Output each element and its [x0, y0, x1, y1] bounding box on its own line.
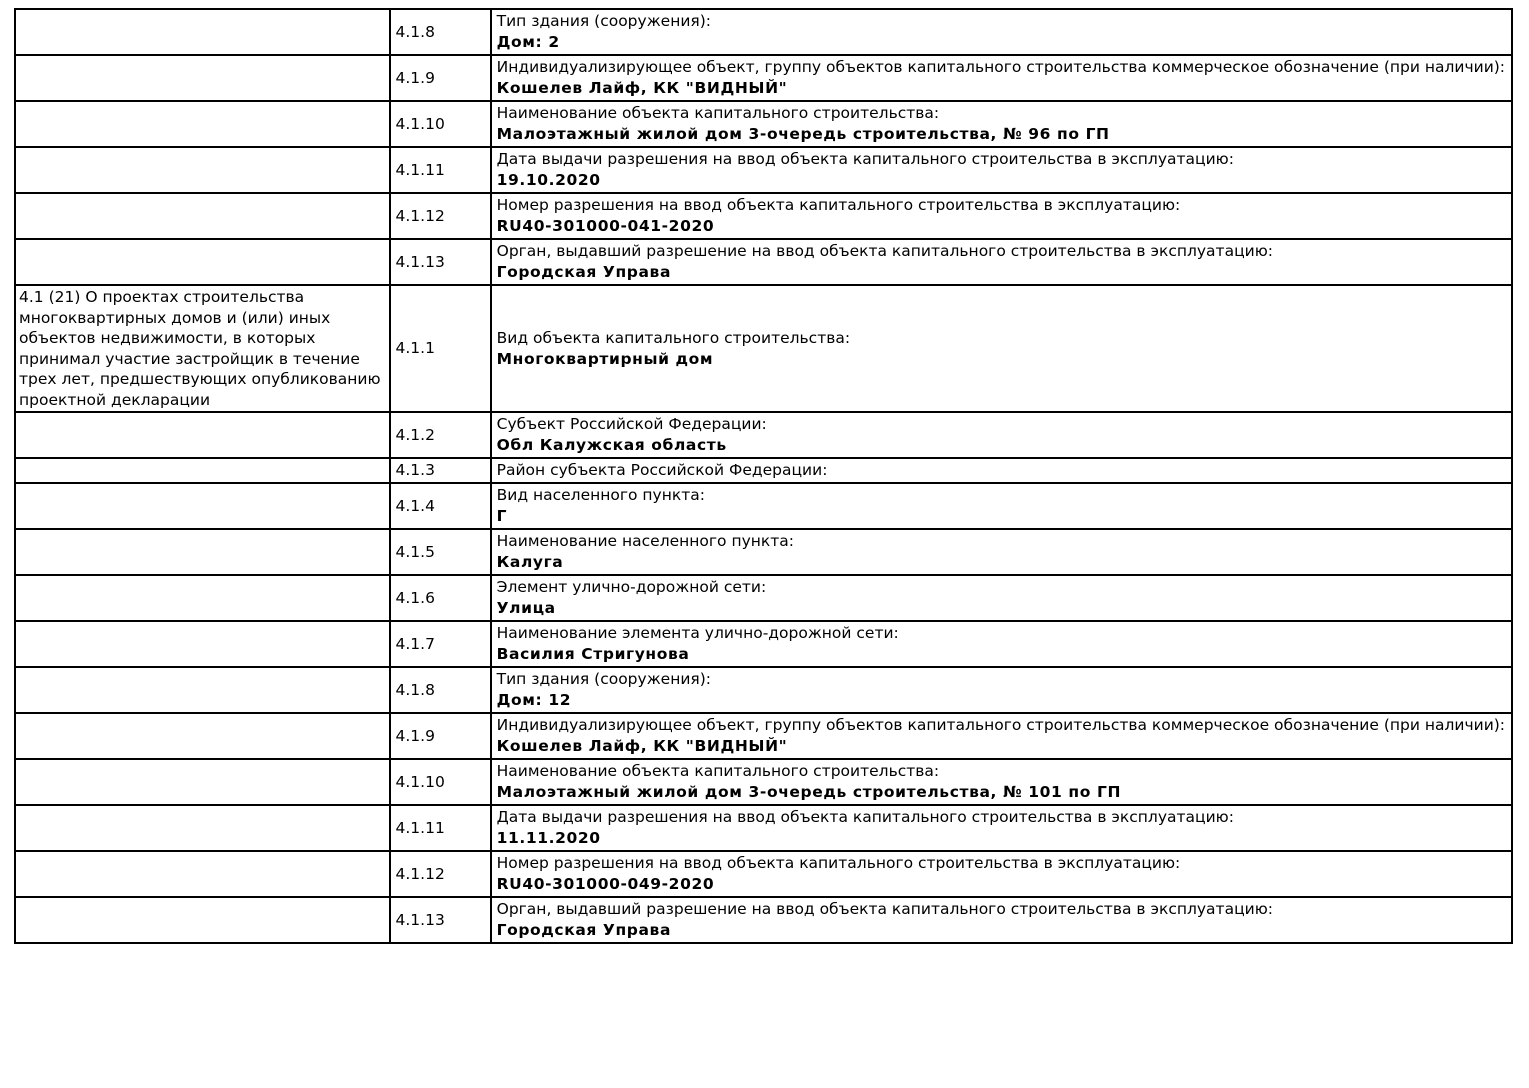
field-label: Номер разрешения на ввод объекта капитального строительства в эксплуатацию:: [496, 196, 1181, 214]
field-value: Городская Управа: [496, 263, 672, 281]
item-content-cell: [491, 9, 1512, 55]
section-description-cell: [15, 483, 390, 529]
section-description-cell: [15, 575, 390, 621]
field-label: Субъект Российской Федерации:: [496, 415, 767, 433]
section-description-cell: [15, 667, 390, 713]
section-description-cell: [15, 101, 390, 147]
field-label: Район субъекта Российской Федерации:: [496, 461, 828, 479]
item-number-cell: 4.1.2: [390, 412, 491, 458]
section-description-cell: 4.1 (21) О проектах строительства многоквартирных домов и (или) иных объектов недвижимости, в которых принимал участие застройщик в течение трех лет, предшествующих опубликованию проектной декларации: [15, 285, 390, 412]
field-value: 19.10.2020: [496, 171, 601, 189]
field-label: Индивидуализирующее объект, группу объектов капитального строительства коммерческое обозначение (при наличии):: [496, 716, 1506, 734]
item-number-cell: 4.1.13: [390, 897, 491, 943]
field-value: RU40-301000-049-2020: [496, 875, 715, 893]
item-content-cell: [491, 621, 1512, 667]
item-content-cell: [491, 239, 1512, 285]
table-row: [15, 101, 1512, 147]
table-row: [15, 897, 1512, 943]
item-content-cell: [491, 851, 1512, 897]
item-content-cell: [491, 193, 1512, 239]
field-label: Индивидуализирующее объект, группу объектов капитального строительства коммерческое обозначение (при наличии):: [496, 58, 1506, 76]
item-content-cell: [491, 575, 1512, 621]
item-content-cell: [491, 285, 1512, 412]
field-value: Городская Управа: [496, 921, 672, 939]
item-content-cell: [491, 759, 1512, 805]
item-number-cell: 4.1.8: [390, 9, 491, 55]
field-label: Орган, выдавший разрешение на ввод объекта капитального строительства в эксплуатацию:: [496, 900, 1273, 918]
section-description-cell: [15, 9, 390, 55]
field-value: 11.11.2020: [496, 829, 601, 847]
table-row: [15, 851, 1512, 897]
item-number-cell: 4.1.9: [390, 713, 491, 759]
table-row: [15, 239, 1512, 285]
table-row: [15, 713, 1512, 759]
section-description-cell: [15, 412, 390, 458]
item-number-cell: 4.1.3: [390, 458, 491, 483]
table-row: [15, 147, 1512, 193]
item-content-cell: [491, 897, 1512, 943]
field-label: Наименование элемента улично-дорожной сети:: [496, 624, 899, 642]
document-page: [0, 8, 1529, 1088]
item-number-cell: 4.1.13: [390, 239, 491, 285]
field-value: Калуга: [496, 553, 564, 571]
table-row: [15, 412, 1512, 458]
item-content-cell: [491, 667, 1512, 713]
section-description-cell: [15, 147, 390, 193]
field-label: Дата выдачи разрешения на ввод объекта капитального строительства в эксплуатацию:: [496, 808, 1234, 826]
section-description-cell: [15, 458, 390, 483]
table-row: [15, 483, 1512, 529]
field-label: Тип здания (сооружения):: [496, 670, 711, 688]
item-content-cell: [491, 529, 1512, 575]
item-content-cell: [491, 55, 1512, 101]
section-description-cell: [15, 851, 390, 897]
field-value: Малоэтажный жилой дом 3-очередь строительства, № 96 по ГП: [496, 125, 1110, 143]
table-row: [15, 575, 1512, 621]
field-value: Обл Калужская область: [496, 436, 727, 454]
project-declaration-table: [14, 8, 1513, 944]
item-content-cell: [491, 483, 1512, 529]
item-content-cell: [491, 412, 1512, 458]
table-row: [15, 458, 1512, 483]
section-description-cell: [15, 759, 390, 805]
item-number-cell: 4.1.9: [390, 55, 491, 101]
item-number-cell: 4.1.6: [390, 575, 491, 621]
item-number-cell: 4.1.10: [390, 759, 491, 805]
item-content-cell: [491, 147, 1512, 193]
table-row: [15, 529, 1512, 575]
field-value: Василия Стригунова: [496, 645, 690, 663]
field-label: Вид объекта капитального строительства:: [496, 328, 851, 347]
table-row: [15, 193, 1512, 239]
field-value: Г: [496, 507, 508, 525]
field-value: Улица: [496, 599, 556, 617]
item-number-cell: 4.1.12: [390, 193, 491, 239]
section-description-cell: [15, 805, 390, 851]
field-value: Дом: 12: [496, 691, 572, 709]
item-content-cell: [491, 101, 1512, 147]
item-number-cell: 4.1.10: [390, 101, 491, 147]
table-row: [15, 805, 1512, 851]
table-row: [15, 667, 1512, 713]
field-label: Вид населенного пункта:: [496, 486, 705, 504]
table-row: [15, 55, 1512, 101]
section-description-cell: [15, 713, 390, 759]
field-label: Наименование объекта капитального строительства:: [496, 104, 940, 122]
table-row: [15, 285, 1512, 412]
field-label: Элемент улично-дорожной сети:: [496, 578, 767, 596]
section-description-cell: [15, 193, 390, 239]
section-description-cell: [15, 529, 390, 575]
table-row: [15, 759, 1512, 805]
item-number-cell: 4.1.11: [390, 147, 491, 193]
declaration-table-body: [15, 9, 1512, 943]
item-number-cell: 4.1.1: [390, 285, 491, 412]
item-content-cell: [491, 713, 1512, 759]
item-number-cell: 4.1.4: [390, 483, 491, 529]
field-value: Многоквартирный дом: [496, 349, 714, 368]
field-label: Орган, выдавший разрешение на ввод объекта капитального строительства в эксплуатацию:: [496, 242, 1273, 260]
section-description-cell: [15, 239, 390, 285]
table-row: [15, 621, 1512, 667]
item-number-cell: 4.1.12: [390, 851, 491, 897]
item-number-cell: 4.1.7: [390, 621, 491, 667]
item-number-cell: 4.1.5: [390, 529, 491, 575]
item-content-cell: [491, 458, 1512, 483]
section-description-cell: [15, 55, 390, 101]
field-value: Малоэтажный жилой дом 3-очередь строительства, № 101 по ГП: [496, 783, 1122, 801]
field-value: Дом: 2: [496, 33, 560, 51]
item-content-cell: [491, 805, 1512, 851]
field-value: Кошелев Лайф, КК "ВИДНЫЙ": [496, 737, 788, 755]
table-row: [15, 9, 1512, 55]
field-label: Наименование объекта капитального строительства:: [496, 762, 940, 780]
field-value: Кошелев Лайф, КК "ВИДНЫЙ": [496, 79, 788, 97]
section-description-cell: [15, 897, 390, 943]
item-number-cell: 4.1.11: [390, 805, 491, 851]
field-label: Дата выдачи разрешения на ввод объекта капитального строительства в эксплуатацию:: [496, 150, 1234, 168]
field-value: RU40-301000-041-2020: [496, 217, 715, 235]
field-label: Тип здания (сооружения):: [496, 12, 711, 30]
item-number-cell: 4.1.8: [390, 667, 491, 713]
field-label: Номер разрешения на ввод объекта капитального строительства в эксплуатацию:: [496, 854, 1181, 872]
section-description-cell: [15, 621, 390, 667]
field-label: Наименование населенного пункта:: [496, 532, 794, 550]
